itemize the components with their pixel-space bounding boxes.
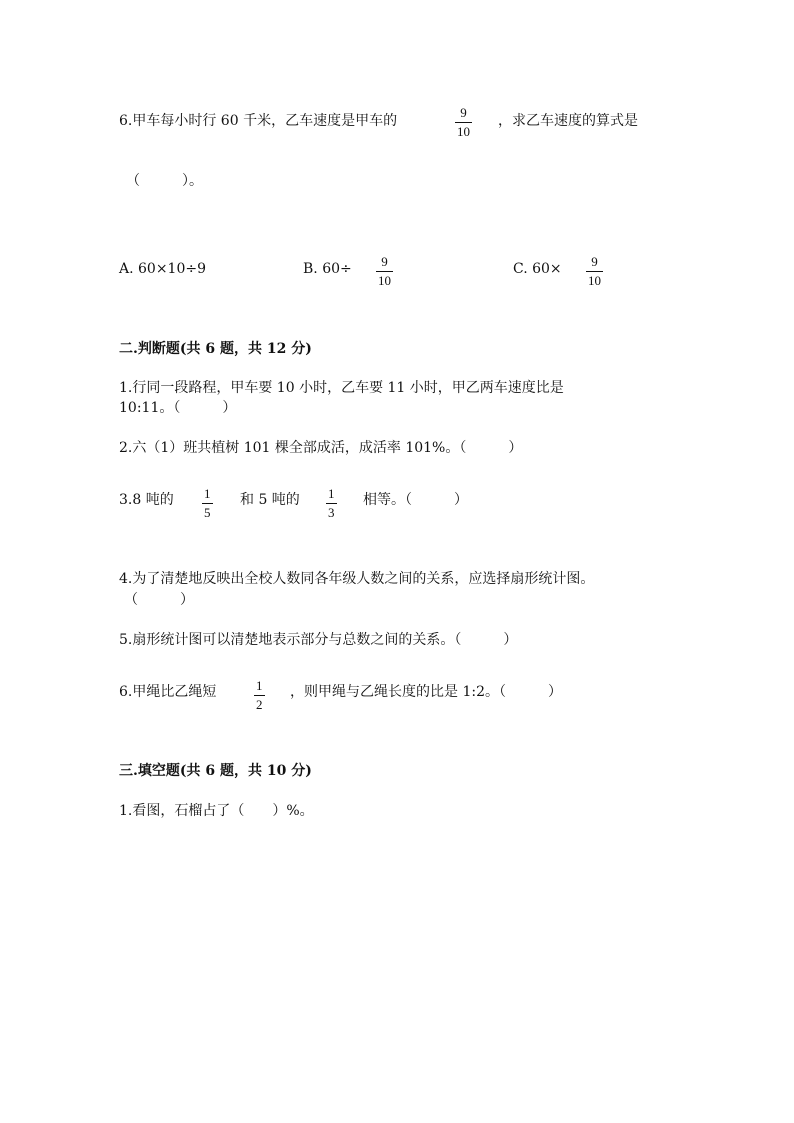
s2-q3-frac1-numerator: 1	[204, 486, 211, 501]
s2-q3-part3: 相等。（ ）	[363, 492, 468, 508]
s2-q3-part1: 3.8 吨的	[119, 492, 174, 508]
section2-heading: 二.判断题(共 6 题，共 12 分)	[119, 341, 312, 357]
s2-q4-line2: （ ）	[124, 592, 194, 608]
q6-fraction-numerator: 9	[460, 105, 467, 120]
s2-q1-line1: 1.行同一段路程，甲车要 10 小时，乙车要 11 小时，甲乙两车速度比是	[119, 380, 564, 396]
fraction-bar	[586, 271, 603, 272]
s2-q3-fraction-2	[326, 486, 337, 520]
option-c-denominator: 10	[588, 273, 601, 288]
option-b-text[interactable]: B. 60÷	[303, 261, 352, 277]
q6-fraction-denominator: 10	[457, 124, 470, 139]
s2-q5: 5.扇形统计图可以清楚地表示部分与总数之间的关系。（ ）	[119, 632, 518, 648]
s2-q3-fraction-1	[202, 486, 213, 520]
s2-q1-line2: 10:11。（ ）	[119, 400, 237, 416]
s2-q3-frac1-denominator: 5	[204, 505, 211, 520]
option-a[interactable]: A. 60×10÷9	[119, 261, 207, 277]
option-c-text[interactable]: C. 60×	[513, 261, 562, 277]
fraction-bar	[455, 122, 472, 123]
s2-q4-line1: 4.为了清楚地反映出全校人数同各年级人数之间的关系，应选择扇形统计图。	[119, 571, 595, 587]
s2-q3-part2: 和 5 吨的	[240, 492, 300, 508]
q6-stem-before: 6.甲车每小时行 60 千米，乙车速度是甲车的	[119, 113, 398, 129]
q6-answer-blank: （ ）。	[126, 173, 203, 189]
section3-heading: 三.填空题(共 6 题，共 10 分)	[119, 763, 312, 779]
s2-q6-frac-denominator: 2	[256, 697, 263, 712]
s3-q1: 1.看图，石榴占了（ ）%。	[119, 803, 314, 819]
option-c-numerator: 9	[591, 254, 598, 269]
s2-q3-frac2-numerator: 1	[328, 486, 335, 501]
fraction-bar	[326, 503, 337, 504]
option-c-fraction	[586, 254, 603, 288]
s2-q6-fraction	[254, 678, 265, 712]
s2-q6-part1: 6.甲绳比乙绳短	[119, 684, 217, 700]
s2-q6-part2: ，则甲绳与乙绳长度的比是 1:2。（ ）	[290, 684, 562, 700]
s2-q3-frac2-denominator: 3	[328, 505, 335, 520]
option-b-fraction	[376, 254, 393, 288]
fraction-bar	[376, 271, 393, 272]
fraction-bar	[202, 503, 213, 504]
q6-stem-after: ，求乙车速度的算式是	[498, 113, 638, 129]
s2-q2: 2.六（1）班共植树 101 棵全部成活，成活率 101%。（ ）	[119, 440, 523, 456]
s2-q6-frac-numerator: 1	[256, 678, 263, 693]
option-b-denominator: 10	[378, 273, 391, 288]
option-b-numerator: 9	[381, 254, 388, 269]
q6-fraction	[455, 105, 472, 139]
fraction-bar	[254, 695, 265, 696]
